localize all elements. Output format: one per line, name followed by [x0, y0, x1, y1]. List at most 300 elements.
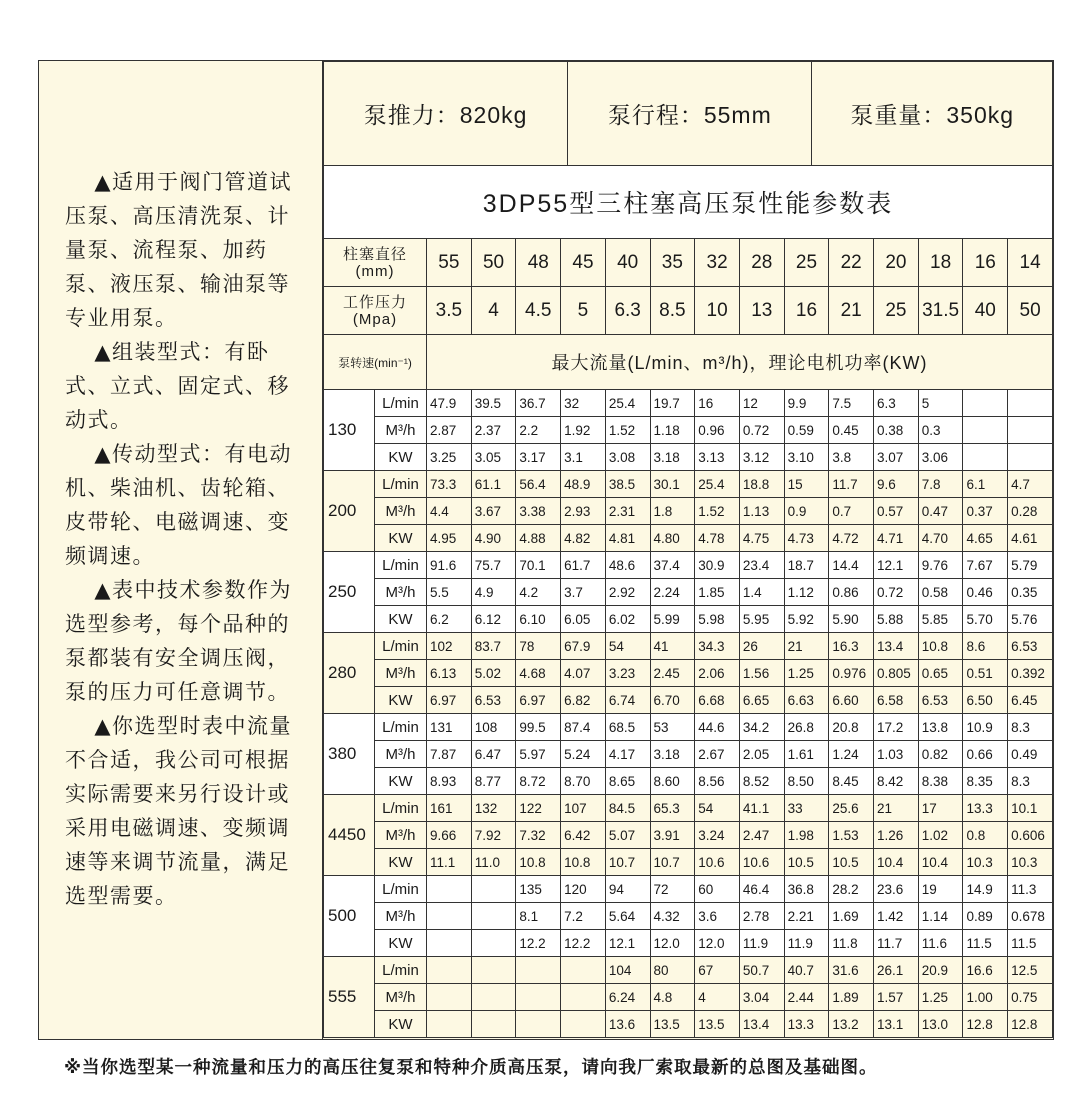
- unit-cell: M³/h: [375, 903, 427, 930]
- value-cell: [1008, 417, 1053, 444]
- value-cell: 5.24: [561, 741, 606, 768]
- value-cell: 3.25: [427, 444, 472, 471]
- value-cell: 6.68: [695, 687, 740, 714]
- value-cell: 8.50: [784, 768, 829, 795]
- value-cell: 6.05: [561, 606, 606, 633]
- table-row: [324, 606, 1053, 633]
- value-cell: 12.1: [605, 930, 650, 957]
- table-row: [324, 876, 1053, 903]
- value-cell: 26.1: [874, 957, 919, 984]
- table-title: 3DP55型三柱塞高压泵性能参数表: [324, 166, 1053, 239]
- value-cell: [561, 1011, 606, 1038]
- value-cell: 4.73: [784, 525, 829, 552]
- working-pressure-cell: 16: [784, 287, 829, 335]
- table-row: [324, 822, 1053, 849]
- value-cell: 132: [471, 795, 516, 822]
- value-cell: 61.1: [471, 471, 516, 498]
- value-cell: [963, 444, 1008, 471]
- value-cell: 9.6: [874, 471, 919, 498]
- value-cell: 72: [650, 876, 695, 903]
- value-cell: [963, 417, 1008, 444]
- value-cell: 6.50: [963, 687, 1008, 714]
- value-cell: 14.9: [963, 876, 1008, 903]
- value-cell: 0.57: [874, 498, 919, 525]
- plunger-diameter-cell: 40: [605, 239, 650, 287]
- unit-cell: KW: [375, 1011, 427, 1038]
- value-cell: 10.3: [1008, 849, 1053, 876]
- unit-cell: KW: [375, 930, 427, 957]
- value-cell: [963, 390, 1008, 417]
- value-cell: 37.4: [650, 552, 695, 579]
- value-cell: 12.1: [874, 552, 919, 579]
- value-cell: 6.13: [427, 660, 472, 687]
- value-cell: [427, 930, 472, 957]
- value-cell: 2.06: [695, 660, 740, 687]
- value-cell: 3.1: [561, 444, 606, 471]
- working-pressure-cell: 25: [874, 287, 919, 335]
- value-cell: 1.53: [829, 822, 874, 849]
- value-cell: 2.44: [784, 984, 829, 1011]
- value-cell: 3.05: [471, 444, 516, 471]
- value-cell: 12.5: [1008, 957, 1053, 984]
- value-cell: 4.81: [605, 525, 650, 552]
- value-cell: [471, 957, 516, 984]
- table-row: [324, 930, 1053, 957]
- working-pressure-cell: 50: [1008, 287, 1053, 335]
- value-cell: 1.24: [829, 741, 874, 768]
- pump-speed-cell: 200: [324, 471, 375, 552]
- value-cell: 6.53: [1008, 633, 1053, 660]
- value-cell: 12.8: [963, 1011, 1008, 1038]
- table-row: [324, 984, 1053, 1011]
- description-paragraph: ▲你选型时表中流量不合适，我公司可根据实际需要来另行设计或采用电磁调速、变频调速等来调节流量，满足选型需要。: [65, 714, 293, 908]
- value-cell: 0.86: [829, 579, 874, 606]
- value-cell: 3.7: [561, 579, 606, 606]
- value-cell: 8.6: [963, 633, 1008, 660]
- value-cell: 1.85: [695, 579, 740, 606]
- footnote: ※当你选型某一种流量和压力的高压往复泵和特种介质高压泵，请向我厂索取最新的总图及基础图。: [64, 1058, 878, 1078]
- plunger-diameter-label: 柱塞直径(mm): [324, 239, 427, 287]
- value-cell: 8.65: [605, 768, 650, 795]
- value-cell: 8.42: [874, 768, 919, 795]
- value-cell: 2.93: [561, 498, 606, 525]
- value-cell: 10.8: [918, 633, 963, 660]
- value-cell: 13.3: [784, 1011, 829, 1038]
- value-cell: 12.0: [695, 930, 740, 957]
- value-cell: [471, 930, 516, 957]
- value-cell: 50.7: [739, 957, 784, 984]
- value-cell: 32: [561, 390, 606, 417]
- value-cell: [427, 903, 472, 930]
- value-cell: 6.74: [605, 687, 650, 714]
- value-cell: 4.17: [605, 741, 650, 768]
- value-cell: 1.14: [918, 903, 963, 930]
- value-cell: 6.70: [650, 687, 695, 714]
- value-cell: 70.1: [516, 552, 561, 579]
- value-cell: 67.9: [561, 633, 606, 660]
- value-cell: 4.75: [739, 525, 784, 552]
- value-cell: 0.65: [918, 660, 963, 687]
- value-cell: 20.8: [829, 714, 874, 741]
- value-cell: 19: [918, 876, 963, 903]
- value-cell: 16: [695, 390, 740, 417]
- value-cell: 8.70: [561, 768, 606, 795]
- pump-speed-cell: 380: [324, 714, 375, 795]
- value-cell: 3.13: [695, 444, 740, 471]
- value-cell: 1.18: [650, 417, 695, 444]
- value-cell: 5.97: [516, 741, 561, 768]
- unit-cell: KW: [375, 687, 427, 714]
- pump-speed-cell: 555: [324, 957, 375, 1038]
- value-cell: 6.45: [1008, 687, 1053, 714]
- value-cell: 3.91: [650, 822, 695, 849]
- value-cell: 15: [784, 471, 829, 498]
- value-cell: 10.5: [784, 849, 829, 876]
- value-cell: 5.76: [1008, 606, 1053, 633]
- value-cell: 83.7: [471, 633, 516, 660]
- value-cell: 10.1: [1008, 795, 1053, 822]
- value-cell: 67: [695, 957, 740, 984]
- value-cell: 11.5: [963, 930, 1008, 957]
- value-cell: 7.8: [918, 471, 963, 498]
- value-cell: 48.9: [561, 471, 606, 498]
- unit-cell: L/min: [375, 552, 427, 579]
- unit-cell: L/min: [375, 957, 427, 984]
- value-cell: [561, 984, 606, 1011]
- value-cell: 3.10: [784, 444, 829, 471]
- value-cell: 6.47: [471, 741, 516, 768]
- plunger-diameter-cell: 50: [471, 239, 516, 287]
- value-cell: 108: [471, 714, 516, 741]
- value-cell: 4.9: [471, 579, 516, 606]
- table-row: [324, 660, 1053, 687]
- value-cell: 21: [784, 633, 829, 660]
- plunger-diameter-cell: 14: [1008, 239, 1053, 287]
- value-cell: 13.6: [605, 1011, 650, 1038]
- value-cell: 8.3: [1008, 714, 1053, 741]
- document-frame: [38, 60, 1054, 1040]
- value-cell: 7.5: [829, 390, 874, 417]
- value-cell: [427, 1011, 472, 1038]
- value-cell: 2.2: [516, 417, 561, 444]
- value-cell: [1008, 390, 1053, 417]
- value-cell: 87.4: [561, 714, 606, 741]
- value-cell: 84.5: [605, 795, 650, 822]
- value-cell: 120: [561, 876, 606, 903]
- value-cell: 6.42: [561, 822, 606, 849]
- value-cell: 12.8: [1008, 1011, 1053, 1038]
- value-cell: 26.8: [784, 714, 829, 741]
- value-cell: 2.92: [605, 579, 650, 606]
- value-cell: 3.8: [829, 444, 874, 471]
- value-cell: 9.9: [784, 390, 829, 417]
- value-cell: 1.98: [784, 822, 829, 849]
- value-cell: 75.7: [471, 552, 516, 579]
- plunger-diameter-cell: 28: [739, 239, 784, 287]
- value-cell: 44.6: [695, 714, 740, 741]
- value-cell: 20.9: [918, 957, 963, 984]
- value-cell: 0.28: [1008, 498, 1053, 525]
- value-cell: 14.4: [829, 552, 874, 579]
- value-cell: 11.0: [471, 849, 516, 876]
- table-row: [324, 687, 1053, 714]
- value-cell: 12.2: [561, 930, 606, 957]
- value-cell: [471, 876, 516, 903]
- value-cell: 6.2: [427, 606, 472, 633]
- table-row: [324, 525, 1053, 552]
- value-cell: 23.4: [739, 552, 784, 579]
- value-cell: 7.67: [963, 552, 1008, 579]
- value-cell: 19.7: [650, 390, 695, 417]
- value-cell: 0.35: [1008, 579, 1053, 606]
- value-cell: 3.18: [650, 444, 695, 471]
- value-cell: 104: [605, 957, 650, 984]
- value-cell: 12.0: [650, 930, 695, 957]
- value-cell: 5: [918, 390, 963, 417]
- unit-cell: L/min: [375, 390, 427, 417]
- working-pressure-cell: 40: [963, 287, 1008, 335]
- value-cell: 13.1: [874, 1011, 919, 1038]
- value-cell: 18.8: [739, 471, 784, 498]
- parameter-section: [323, 61, 1053, 1039]
- value-cell: 34.3: [695, 633, 740, 660]
- value-cell: 13.8: [918, 714, 963, 741]
- table-row: [324, 579, 1053, 606]
- value-cell: 10.6: [739, 849, 784, 876]
- value-cell: 11.7: [829, 471, 874, 498]
- table-row: [324, 552, 1053, 579]
- value-cell: 2.45: [650, 660, 695, 687]
- value-cell: 0.96: [695, 417, 740, 444]
- value-cell: 33: [784, 795, 829, 822]
- value-cell: 65.3: [650, 795, 695, 822]
- value-cell: 48.6: [605, 552, 650, 579]
- value-cell: 40.7: [784, 957, 829, 984]
- value-cell: [427, 876, 472, 903]
- pump-speed-cell: 4450: [324, 795, 375, 876]
- value-cell: 53: [650, 714, 695, 741]
- value-cell: 31.6: [829, 957, 874, 984]
- value-cell: 94: [605, 876, 650, 903]
- value-cell: 0.392: [1008, 660, 1053, 687]
- value-cell: 3.38: [516, 498, 561, 525]
- working-pressure-cell: 8.5: [650, 287, 695, 335]
- table-row: [324, 633, 1053, 660]
- value-cell: 0.49: [1008, 741, 1053, 768]
- value-cell: 6.97: [516, 687, 561, 714]
- value-cell: 5.88: [874, 606, 919, 633]
- value-cell: 13.2: [829, 1011, 874, 1038]
- value-cell: 0.82: [918, 741, 963, 768]
- value-cell: 1.56: [739, 660, 784, 687]
- unit-cell: L/min: [375, 633, 427, 660]
- value-cell: 5.5: [427, 579, 472, 606]
- pump-stroke: 泵行程：55mm: [568, 62, 812, 166]
- value-cell: 5.95: [739, 606, 784, 633]
- value-cell: 10.5: [829, 849, 874, 876]
- value-cell: [471, 903, 516, 930]
- value-cell: 10.6: [695, 849, 740, 876]
- value-cell: 122: [516, 795, 561, 822]
- description-paragraph: ▲组装型式：有卧式、立式、固定式、移动式。: [65, 340, 290, 432]
- value-cell: 3.04: [739, 984, 784, 1011]
- description-column: [39, 61, 323, 1039]
- value-cell: 1.92: [561, 417, 606, 444]
- value-cell: 7.32: [516, 822, 561, 849]
- value-cell: 18.7: [784, 552, 829, 579]
- value-cell: [516, 984, 561, 1011]
- value-cell: 0.678: [1008, 903, 1053, 930]
- value-cell: 10.8: [561, 849, 606, 876]
- value-cell: 161: [427, 795, 472, 822]
- value-cell: 4.8: [650, 984, 695, 1011]
- working-pressure-cell: 3.5: [427, 287, 472, 335]
- value-cell: 11.3: [1008, 876, 1053, 903]
- value-cell: 13.5: [695, 1011, 740, 1038]
- value-cell: 60: [695, 876, 740, 903]
- description-paragraph: ▲传动型式：有电动机、柴油机、齿轮箱、皮带轮、电磁调速、变频调速。: [65, 442, 293, 568]
- value-cell: 10.8: [516, 849, 561, 876]
- value-cell: 3.08: [605, 444, 650, 471]
- value-cell: 4.90: [471, 525, 516, 552]
- value-cell: 13.3: [963, 795, 1008, 822]
- plunger-diameter-cell: 18: [918, 239, 963, 287]
- value-cell: [516, 1011, 561, 1038]
- value-cell: 61.7: [561, 552, 606, 579]
- value-cell: 4.07: [561, 660, 606, 687]
- value-cell: 26: [739, 633, 784, 660]
- value-cell: 41: [650, 633, 695, 660]
- value-cell: 11.9: [739, 930, 784, 957]
- value-cell: 10.4: [874, 849, 919, 876]
- value-cell: 0.7: [829, 498, 874, 525]
- value-cell: 0.72: [739, 417, 784, 444]
- value-cell: 2.37: [471, 417, 516, 444]
- pump-speed-cell: 500: [324, 876, 375, 957]
- value-cell: 1.69: [829, 903, 874, 930]
- value-cell: 28.2: [829, 876, 874, 903]
- value-cell: 3.67: [471, 498, 516, 525]
- value-cell: 7.92: [471, 822, 516, 849]
- value-cell: 13.5: [650, 1011, 695, 1038]
- value-cell: 0.45: [829, 417, 874, 444]
- unit-cell: M³/h: [375, 984, 427, 1011]
- value-cell: 10.3: [963, 849, 1008, 876]
- value-cell: 5.92: [784, 606, 829, 633]
- value-cell: 1.02: [918, 822, 963, 849]
- value-cell: 8.60: [650, 768, 695, 795]
- plunger-diameter-cell: 48: [516, 239, 561, 287]
- value-cell: 99.5: [516, 714, 561, 741]
- value-cell: 1.8: [650, 498, 695, 525]
- description-paragraph: ▲表中技术参数作为选型参考，每个品种的泵都装有安全调压阀，泵的压力可任意调节。: [65, 578, 293, 704]
- value-cell: 4.32: [650, 903, 695, 930]
- value-cell: 12: [739, 390, 784, 417]
- table-row: [324, 849, 1053, 876]
- value-cell: 4.70: [918, 525, 963, 552]
- value-cell: 25.6: [829, 795, 874, 822]
- value-cell: 8.72: [516, 768, 561, 795]
- value-cell: 9.66: [427, 822, 472, 849]
- table-row: [324, 714, 1053, 741]
- value-cell: 135: [516, 876, 561, 903]
- value-cell: 1.00: [963, 984, 1008, 1011]
- value-cell: 1.12: [784, 579, 829, 606]
- value-cell: 41.1: [739, 795, 784, 822]
- value-cell: 0.38: [874, 417, 919, 444]
- plunger-diameter-cell: 20: [874, 239, 919, 287]
- value-cell: 6.63: [784, 687, 829, 714]
- value-cell: 54: [605, 633, 650, 660]
- value-cell: 1.25: [784, 660, 829, 687]
- value-cell: 3.17: [516, 444, 561, 471]
- value-cell: 30.1: [650, 471, 695, 498]
- table-row: [324, 741, 1053, 768]
- value-cell: [471, 984, 516, 1011]
- value-cell: 47.9: [427, 390, 472, 417]
- value-cell: 11.5: [1008, 930, 1053, 957]
- specs-table: [323, 61, 1053, 166]
- value-cell: 10.7: [605, 849, 650, 876]
- value-cell: 73.3: [427, 471, 472, 498]
- value-cell: 3.24: [695, 822, 740, 849]
- unit-cell: KW: [375, 444, 427, 471]
- value-cell: 4.65: [963, 525, 1008, 552]
- performance-table: [323, 165, 1053, 1038]
- pump-speed-cell: 280: [324, 633, 375, 714]
- value-cell: 9.76: [918, 552, 963, 579]
- value-cell: 30.9: [695, 552, 740, 579]
- table-row: [324, 498, 1053, 525]
- pump-speed-label: 泵转速(min⁻¹): [324, 335, 427, 390]
- value-cell: 0.3: [918, 417, 963, 444]
- value-cell: 6.60: [829, 687, 874, 714]
- value-cell: 6.82: [561, 687, 606, 714]
- value-cell: 3.12: [739, 444, 784, 471]
- value-cell: 4.78: [695, 525, 740, 552]
- value-cell: 11.1: [427, 849, 472, 876]
- value-cell: [561, 957, 606, 984]
- value-cell: 4.4: [427, 498, 472, 525]
- plunger-diameter-cell: 32: [695, 239, 740, 287]
- plunger-diameter-cell: 25: [784, 239, 829, 287]
- value-cell: 8.35: [963, 768, 1008, 795]
- value-cell: [427, 984, 472, 1011]
- unit-cell: KW: [375, 768, 427, 795]
- table-row: [324, 957, 1053, 984]
- value-cell: 6.12: [471, 606, 516, 633]
- value-cell: 16.6: [963, 957, 1008, 984]
- value-cell: [427, 957, 472, 984]
- value-cell: 5.99: [650, 606, 695, 633]
- value-cell: 3.23: [605, 660, 650, 687]
- value-cell: 131: [427, 714, 472, 741]
- unit-cell: L/min: [375, 795, 427, 822]
- value-cell: 23.6: [874, 876, 919, 903]
- value-cell: 4.2: [516, 579, 561, 606]
- value-cell: 6.53: [471, 687, 516, 714]
- value-cell: 0.805: [874, 660, 919, 687]
- value-cell: 80: [650, 957, 695, 984]
- value-cell: 4.95: [427, 525, 472, 552]
- plunger-diameter-cell: 55: [427, 239, 472, 287]
- value-cell: 4.72: [829, 525, 874, 552]
- value-cell: 13.0: [918, 1011, 963, 1038]
- value-cell: 78: [516, 633, 561, 660]
- unit-cell: M³/h: [375, 741, 427, 768]
- value-cell: 2.47: [739, 822, 784, 849]
- plunger-diameter-cell: 35: [650, 239, 695, 287]
